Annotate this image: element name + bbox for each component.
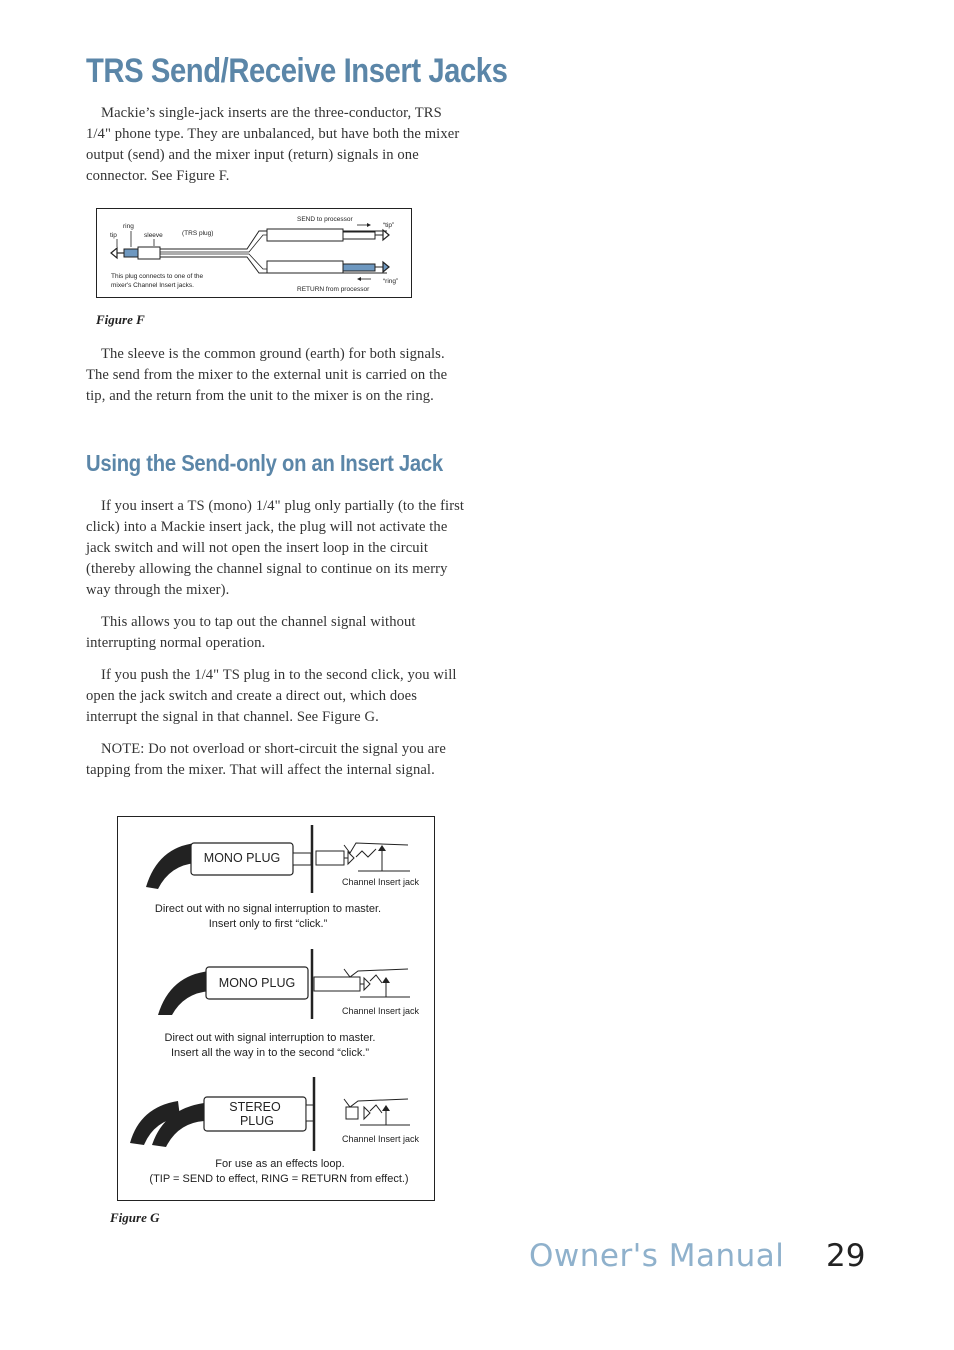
panel-mono-first-click <box>146 825 420 930</box>
page-number: 29 <box>826 1238 866 1274</box>
plug-label-line-2: PLUG <box>239 1114 275 1128</box>
figure-g-diagram <box>117 816 435 1201</box>
label-note-2: mixer's Channel Insert jacks. <box>111 282 194 289</box>
plug-label: MONO PLUG <box>218 976 296 990</box>
jack-label: Channel Insert jack <box>342 877 420 887</box>
send-only-paragraph-3: If you push the 1/4" TS plug in to the second click, you will open the jack switch and create a direct out, which does interrupt the signal in that channel. See Figure G. <box>86 667 457 725</box>
page-title: TRS Send/Receive Insert Jacks <box>86 52 508 90</box>
label-return: RETURN from processor <box>297 286 370 293</box>
note-paragraph: NOTE: Do not overload or short-circuit the signal you are tapping from the mixer. That will affect the internal signal. <box>86 741 446 778</box>
panel-desc-1: For use as an effects loop. <box>215 1158 345 1170</box>
send-only-paragraph-1: If you insert a TS (mono) 1/4" plug only partially (to the first click) into a Mackie insert jack, the plug will not activate the jack switch and will not open the insert loop in the circuit (thereby allowing the channel signal to continue on its merry way through the mixer). <box>86 498 465 598</box>
panel-desc-2: Insert all the way in to the second “click.” <box>170 1047 370 1059</box>
jack-label: Channel Insert jack <box>342 1134 420 1144</box>
label-trs-plug: (TRS plug) <box>182 230 214 237</box>
panel-desc-2: (TIP = SEND to effect, RING = RETURN from effect.) <box>149 1173 409 1185</box>
panel-mono-second-click <box>158 949 420 1059</box>
jack-label: Channel Insert jack <box>342 1006 420 1016</box>
send-only-paragraph-2: This allows you to tap out the channel signal without interrupting normal operation. <box>86 614 416 651</box>
label-send: SEND to processor <box>297 216 353 223</box>
insert-jack-diagram <box>118 817 433 1199</box>
plug-label: MONO PLUG <box>203 851 281 865</box>
figure-f-diagram <box>96 208 412 298</box>
panel-desc-1: Direct out with signal interruption to master. <box>164 1032 376 1044</box>
panel-stereo-effects-loop <box>130 1077 420 1185</box>
label-tip: tip <box>110 232 117 239</box>
panel-desc-1: Direct out with no signal interruption to master. <box>154 903 382 915</box>
section-heading: Using the Send-only on an Insert Jack <box>86 450 443 476</box>
figure-g-caption: Figure G <box>110 1210 160 1225</box>
panel-desc-2: Insert only to first “click.” <box>208 918 328 930</box>
label-ring: ring <box>123 223 134 230</box>
label-note-1: This plug connects to one of the <box>111 273 204 280</box>
plug-label-line-1: STEREO <box>229 1100 281 1114</box>
intro-paragraph: Mackie’s single-jack inserts are the three-conductor, TRS 1/4" phone type. They are unbalanced, but have both the mixer output (send) and the mixer input (return) signals in one connector. See Figure F. <box>86 105 460 184</box>
footer-manual-title: Owner's Manual <box>529 1238 785 1274</box>
label-sleeve: sleeve <box>144 232 163 239</box>
label-ring-quote: “ring” <box>383 278 399 285</box>
sleeve-paragraph: The sleeve is the common ground (earth) for both signals. The send from the mixer to the external unit is carried on the tip, and the return from the unit to the mixer is on the ring. <box>86 346 448 404</box>
figure-f-caption: Figure F <box>96 312 145 327</box>
trs-plug-diagram <box>97 209 410 296</box>
label-tip-quote: “tip” <box>383 222 395 229</box>
